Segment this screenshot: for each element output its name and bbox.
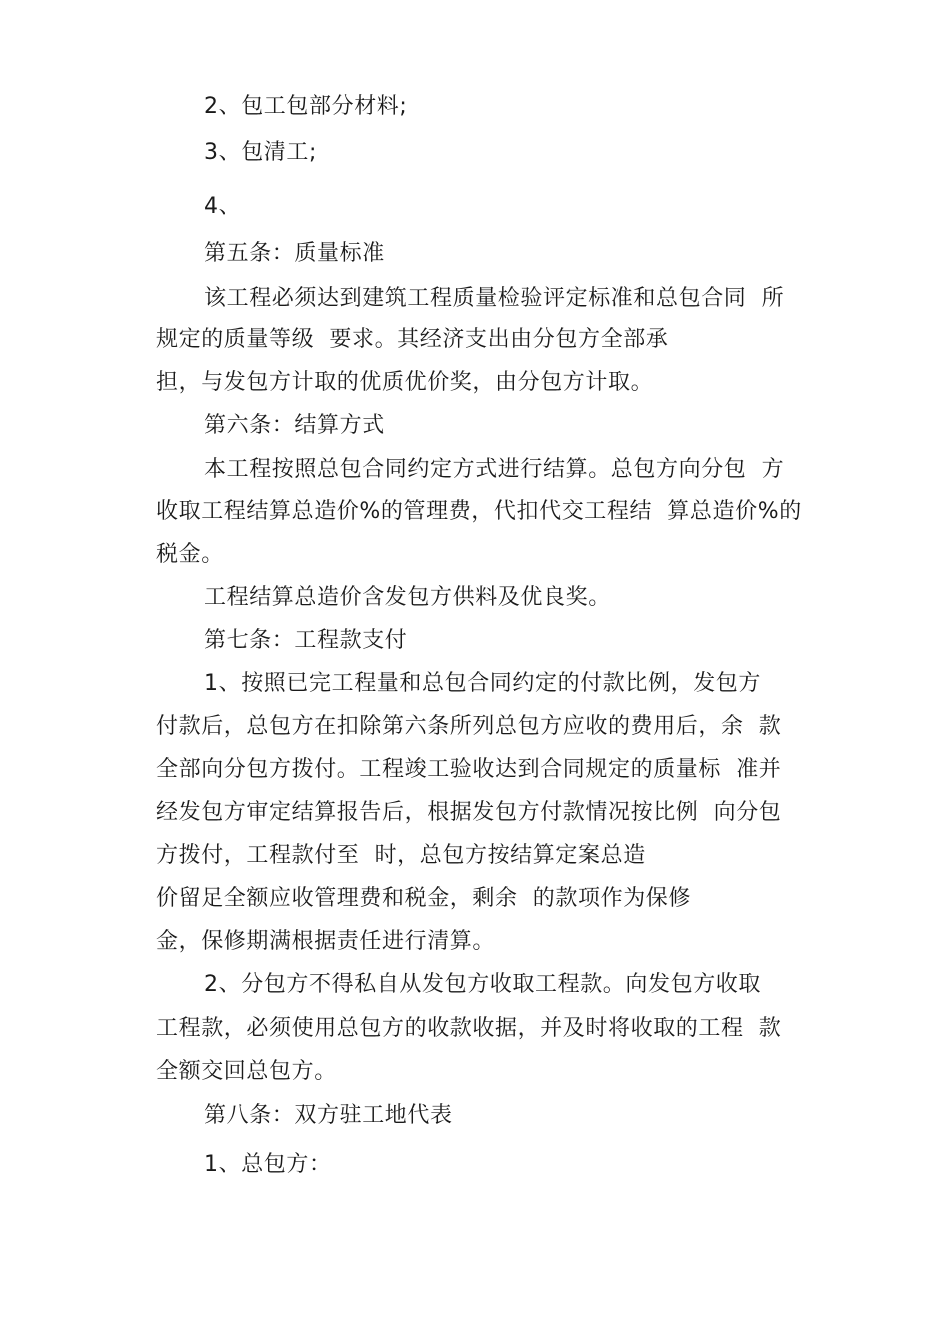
paragraph-line: 税金。 bbox=[156, 542, 224, 567]
paragraph-line: 2、分包方不得私自从发包方收取工程款。向发包方收取 bbox=[204, 972, 761, 997]
text-line-material-item: 2、包工包部分材料; bbox=[204, 94, 408, 119]
paragraph-line: 收取工程结算总造价%的管理费，代扣代交工程结 算总造价%的 bbox=[156, 499, 802, 524]
text-line-general-contractor: 1、总包方： bbox=[204, 1152, 332, 1177]
heading-article-5: 第五条：质量标准 bbox=[204, 241, 385, 266]
paragraph-line: 经发包方审定结算报告后，根据发包方付款情况按比例 向分包 bbox=[156, 800, 782, 825]
paragraph-line: 本工程按照总包合同约定方式进行结算。总包方向分包 方 bbox=[204, 457, 785, 482]
paragraph-line: 全额交回总包方。 bbox=[156, 1059, 337, 1084]
heading-article-6: 第六条：结算方式 bbox=[204, 413, 385, 438]
heading-article-7: 第七条：工程款支付 bbox=[204, 628, 408, 653]
text-line-labor-item: 3、包清工; bbox=[204, 140, 318, 165]
paragraph-line: 该工程必须达到建筑工程质量检验评定标准和总包合同 所 bbox=[204, 286, 785, 311]
paragraph-line: 方拨付，工程款付至 时，总包方按结算定案总造 bbox=[156, 843, 646, 868]
paragraph-line: 工程款，必须使用总包方的收款收据，并及时将收取的工程 款 bbox=[156, 1016, 782, 1041]
heading-article-8: 第八条：双方驻工地代表 bbox=[204, 1103, 453, 1128]
paragraph-line: 担，与发包方计取的优质优价奖，由分包方计取。 bbox=[156, 370, 654, 395]
paragraph-line: 付款后，总包方在扣除第六条所列总包方应收的费用后，余 款 bbox=[156, 714, 782, 739]
paragraph-line: 工程结算总造价含发包方供料及优良奖。 bbox=[204, 585, 611, 610]
paragraph-line: 1、按照已完工程量和总包合同约定的付款比例，发包方 bbox=[204, 671, 761, 696]
paragraph-line: 金，保修期满根据责任进行清算。 bbox=[156, 929, 496, 954]
text-line-item-4: 4、 bbox=[204, 194, 242, 219]
paragraph-line: 规定的质量等级 要求。其经济支出由分包方全部承 bbox=[156, 327, 669, 352]
paragraph-line: 全部向分包方拨付。工程竣工验收达到合同规定的质量标 准并 bbox=[156, 757, 782, 782]
paragraph-line: 价留足全额应收管理费和税金，剩余 的款项作为保修 bbox=[156, 886, 691, 911]
